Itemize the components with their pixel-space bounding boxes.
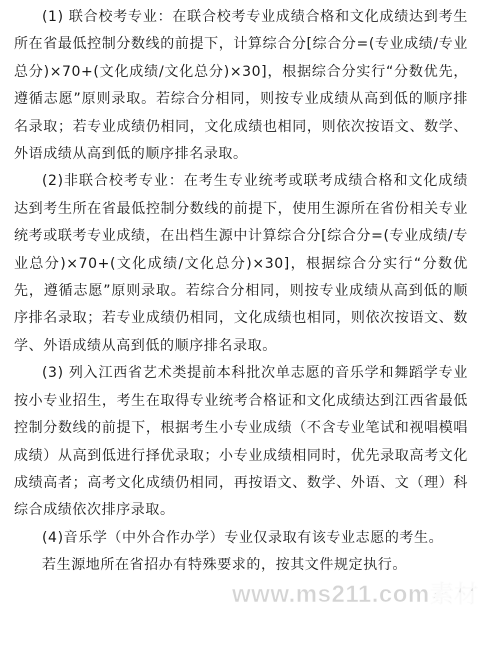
paragraph-special-requirements: 若生源地所在省招办有特殊要求的，按其文件规定执行。 [42,557,407,574]
paragraph-non-joint-exam: (2)非联合校考专业：在考生专业统考或联考成绩合格和文化成绩达到考生所在省最低控制分数线的前提下，使用生源所在省份相关专业统考或联考专业成绩，在出档生源中计算综合分[综合分=(专业成绩/专业总分)×70+(文化成绩/文化总分)×30]，根据综合分实行“分数优先，遵循志愿”原则录取。若综合分相同，则按专业成绩从高到低的顺序排名录取；若专业成绩仍相同，文化成绩也相同，则依次按语文、数学、外语成绩从高到低的顺序排名录取。 [14,173,468,354]
paragraph-joint-exam: (1) 联合校考专业：在联合校考专业成绩合格和文化成绩达到考生所在省最低控制分数线的前提下，计算综合分[综合分=(专业成绩/专业总分)×70+(文化成绩/文化总分)×30]，根据综合分实行“分数优先，遵循志愿”原则录取。若综合分相同，则按专业成绩从高到低的顺序排名录取；若专业成绩仍相同，文化成绩也相同，则依次按语文、数学、外语成绩从高到低的顺序排名录取。 [14,9,468,163]
site-watermark: www.ms211.com素材 [232,581,479,608]
paragraph-sino-foreign-music: (4)音乐学（中外合作办学）专业仅录取有该专业志愿的考生。 [42,529,444,546]
paragraph-jiangxi-music-dance: (3) 列入江西省艺术类提前本科批次单志愿的音乐学和舞蹈学专业按小专业招生，考生在取得专业统考合格证和文化成绩达到江西省最低控制分数线的前提下，根据考生小专业成绩（不含专业笔试和视唱模唱成绩）从高到低进行择优录取；小专业成绩相同时，优先录取高考文化成绩高者；高考文化成绩仍相同，再按语文、数学、外语、文（理）科综合成绩依次排序录取。 [14,365,468,519]
